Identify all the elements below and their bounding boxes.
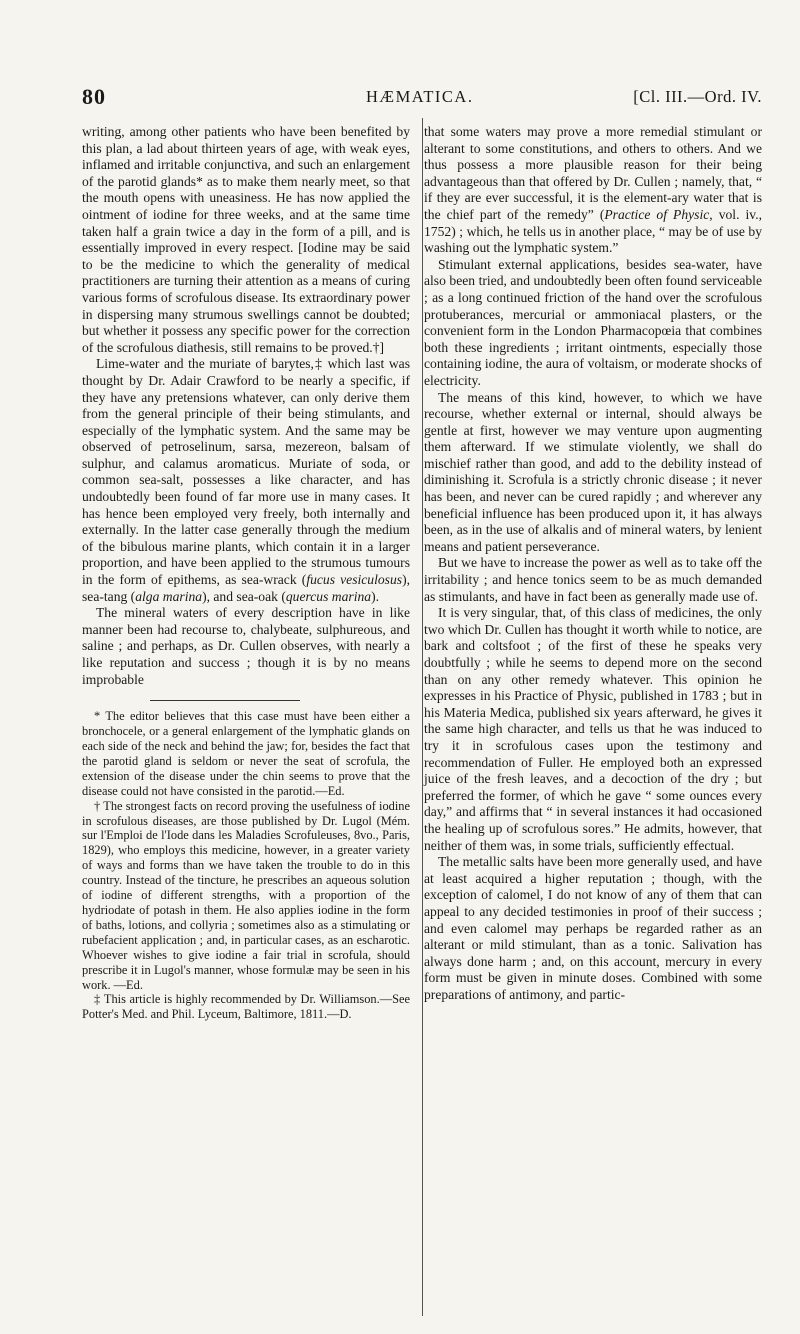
section-label: [Cl. III.—Ord. IV.: [633, 87, 762, 106]
page-number: 80: [82, 84, 106, 109]
text: that some waters may prove a more remedial stimulant or alterant to some constitutions, and others to others. And we thus possess a more plausible reason for their being advantageous than that offered by Dr. Cullen ; namely, that, “ if they are ever successful, it is the element-ary water that is the chief part of the remedy” (: [424, 124, 762, 222]
running-head: HÆMATICA.: [366, 87, 474, 106]
paragraph: The means of this kind, however, to which we have recourse, whether external or internal, should always be gentle at first, however we may venture upon augmenting them afterward. If we stimulate violently, we shall do mischief rather than good, and add to the debility instead of diminishing it. Scrofula is a strictly chronic disease ; it never has been, and never can be cured rapidly ; and wherever any beneficial influence has been produced upon it, it has always been, as in the use of alkalis and of mineral waters, by lenient means and patient perseverance.: [424, 389, 762, 554]
paragraph: But we have to increase the power as well as to take off the irritability ; and hence tonics seem to be as much demanded as stimulants, and have in fact been as generally made use of.: [424, 555, 762, 604]
footnote: † The strongest facts on record proving the usefulness of iodine in scrofulous diseases, are those published by Dr. Lugol (Mém. sur l'Emploi de l'Iode dans les Maladies Scrofuleuses, 8vo., Paris, 1829), who employs this medicine, however, in a greater variety of ways and forms than we have taken the trouble to do in this country. Instead of the tincture, he prescribes an aqueous solution of iodine of different strengths, with a proportion of the hydriodate of potash in them. He also applies iodine in the form of baths, lotions, and collyria ; sometimes also as a stimulating or rubefacient application ; and, in particular cases, as an escharotic. Whoever wishes to give iodine a fair trial in scrofula, should prescribe it in Lugol's manner, whose formulæ may be seen in his work. —Ed.: [82, 798, 410, 992]
column-divider: [422, 118, 423, 1316]
paragraph: It is very singular, that, of this class of medicines, the only two which Dr. Cullen has thought it worth while to notice, are bark and coltsfoot ; of the first of these he speaks very doubtfully ; while he seems to depend more on the second than on any other remedy whatever. This opinion he expresses in his Practice of Physic, published in 1783 ; but in his Materia Medica, published six years afterward, he gives it the same high character, and tells us that he was induced to try it in scrofulous cases upon the testimony and recommendation of Fuller. He employed both an expressed juice of the fresh leaves, and a decoction of the dry ; but preferred the former, of which he gave “ some ounces every day,” and affirms that “ in several instances it had occasioned the healing up of scrofulous sores.” He admits, however, that neither of them was, in some trials, sufficiently effectual.: [424, 605, 762, 853]
footnote-rule: [150, 700, 300, 701]
italic-term: quercus marina: [285, 588, 372, 604]
right-column: [424, 124, 762, 1003]
text: ), and sea-oak (: [202, 588, 286, 604]
text: ), sea-tang (: [82, 572, 410, 604]
italic-title: Practice of Physic: [604, 206, 710, 222]
italic-term: alga marina: [135, 588, 203, 604]
italic-term: fucus vesiculosus: [306, 572, 403, 588]
footnote: * The editor believes that this case must have been either a bronchocele, or a general enlargement of the lymphatic glands on each side of the neck and behind the jaw; for, besides the fact that the parotid gland is seldom or never the seat of scrofula, the extension of the disease under the chin seems to prove that the disease could not have consisted in the parotid.—Ed.: [82, 709, 410, 798]
paragraph: [424, 124, 762, 257]
text: Lime-water and the muriate of barytes,‡ which last was thought by Dr. Adair Crawford to be nearly a specific, if they have any pretensions whatever, can only derive them from the general principle of their being stimulants, and especially of the lymphatic system. And the same may be observed of petroselinum, sarsa, mezereon, balsam of sulphur, and calamus aromaticus. Muriate of soda, or common sea-salt, possesses a like character, and has undoubtedly been found of far more use in many cases. It has hence been employed very freely, both internally and externally. In the latter case generally through the medium of the bibulous marine plants, which contain it in a larger proportion, and have been applied to the strumous tumours in the form of epithems, as sea-wrack (: [82, 356, 410, 588]
left-column: [82, 124, 410, 1022]
footnotes: [82, 709, 410, 1022]
paragraph: Stimulant external applications, besides sea-water, have also been tried, and undoubtedly been often found serviceable ; as a long continued friction of the hand over the scrofulous protuberances, mercurial or ammoniacal plasters, or the convenient form in the London Pharmacopœia that combines both these ingredients ; irritant ointments, especially those containing iodine, the aura of voltaism, or moderate shocks of electricity.: [424, 256, 762, 388]
page-header: [82, 84, 762, 110]
footnote: ‡ This article is highly recommended by Dr. Williamson.—See Potter's Med. and Phil. Lyceum, Baltimore, 1811.—D.: [82, 992, 410, 1022]
text: , vol. iv., 1752) ; which, he tells us in another place, “ may be of use by washing out the lymphatic system.”: [424, 206, 762, 256]
text: ).: [371, 588, 380, 604]
paragraph: writing, among other patients who have been benefited by this plan, a lad about thirteen years of age, with weak eyes, inflamed and irritable conjunctiva, and such an enlargement of the parotid glands* as to make them nearly meet, so that the mouth opens with uneasiness. He has now applied the ointment of iodine for three weeks, and at the same time taken half a grain twice a day in the form of a pill, and is essentially improved in every respect. [Iodine may be said to be the medicine to which the generality of medical practitioners are turning their attention as a means of curing various forms of scrofulous disease. Its extraordinary power in dispersing many strumous swellings cannot be doubted; but whether it possess any specific power for the correction of the scrofulous diathesis, still remains to be proved.†]: [82, 124, 410, 355]
paragraph: The metallic salts have been more generally used, and have at least acquired a higher reputation ; though, with the exception of calomel, I do not know of any of them that can appeal to any decided testimonies in proof of their success ; and even calomel may perhaps be regarded rather as an alterant or mild stimulant, than as a tonic. Salivation has always done harm ; and, on this account, mercury in every form must be given in minute doses. Combined with some preparations of antimony, and partic-: [424, 854, 762, 1002]
paragraph: [82, 356, 410, 605]
paragraph: The mineral waters of every description have in like manner been had recourse to, chalybeate, sulphureous, and saline ; and perhaps, as Dr. Cullen observes, with nearly a like reputation and success ; though it is by no means improbable: [82, 605, 410, 687]
